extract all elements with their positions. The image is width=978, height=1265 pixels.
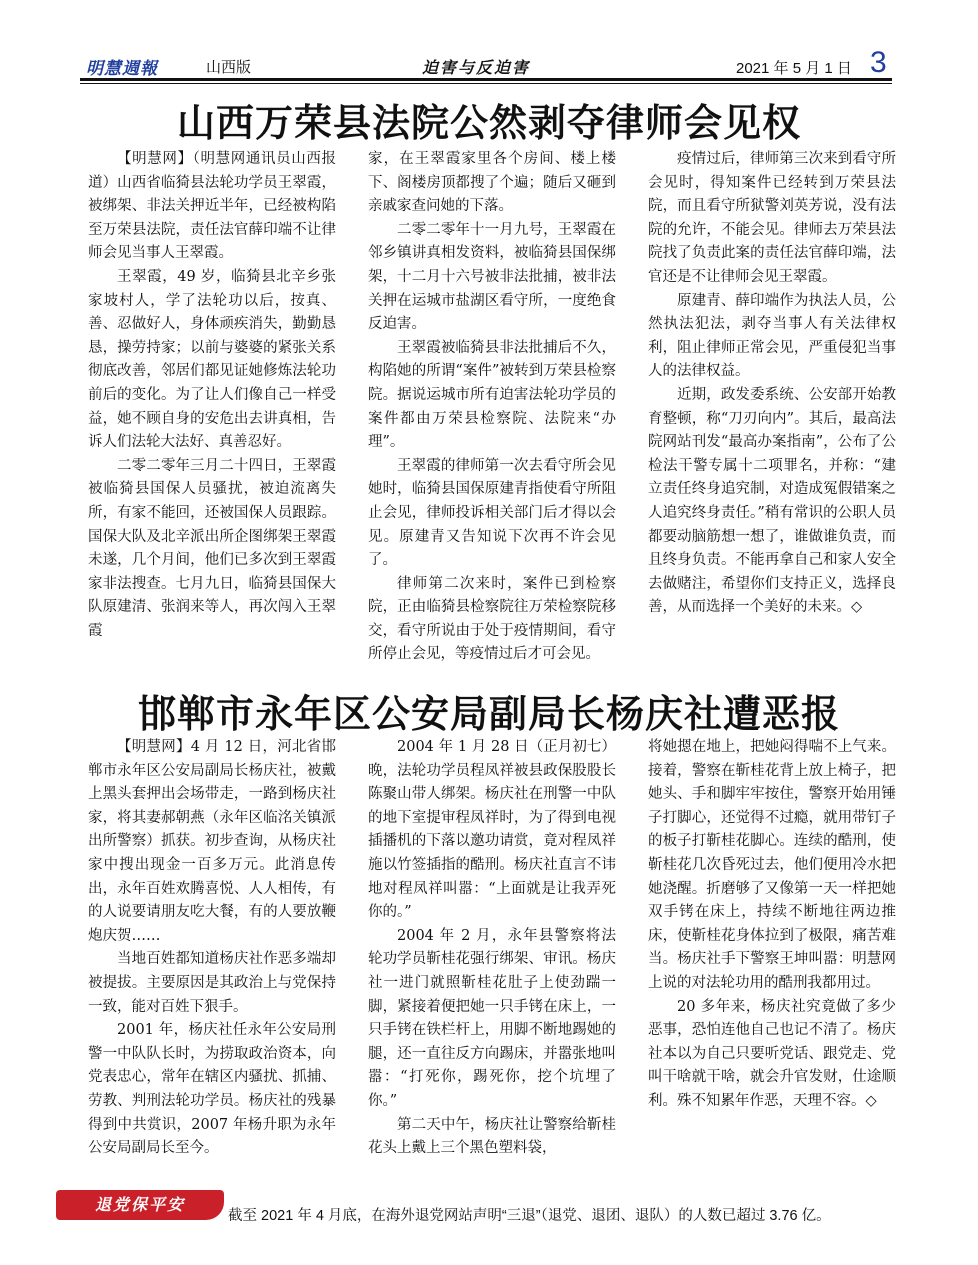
- paragraph: 将她摁在地上，把她闷得喘不上气来。接着，警察在靳桂花背上放上椅子，把她头、手和脚牢牢按住，警察开始用锤子打脚心，还觉得不过瘾，就用带钉子的板子打靳桂花脚心。连续的酷刑，使靳桂花几次昏死过去，他们便用冷水把她浇醒。折磨够了又像第一天一样把她双手铐在床上，持续不断地往两边推床，使靳桂花身体拉到了极限，痛苦难当。杨庆社手下警察王坤叫嚣：明慧网上说的对法轮功用的酷刑我都用过。: [648, 739, 896, 991]
- article2-headline: 邯郸市永年区公安局副局长杨庆社遭恶报: [137, 692, 840, 736]
- article1-body: [88, 148, 896, 667]
- paragraph: 律师第二次来时，案件已到检察院，正由临猗县检察院往万荣检察院移交，看守所说由于处于疫情期间，看守所停止会见，等疫情过后才可会见。: [368, 575, 616, 663]
- paragraph: 【明慧网】4 月 12 日，河北省邯郸市永年区公安局副局长杨庆社，被戴上黑头套押出会场带走，一路到杨庆社家，将其妻郝朝燕（永年区临洺关镇派出所警察）抓获。初步查询，从杨庆社家中搜出现金一百多万元。此消息传出，永年百姓欢腾喜悦、人人相传，有的人说要请朋友吃大餐，有的人要放鞭炮庆贺……: [88, 739, 336, 944]
- masthead: 明慧週報: [86, 59, 158, 79]
- page-header: [80, 46, 892, 80]
- article2-column-3: [648, 736, 896, 1161]
- paragraph: 2004 年 2 月，永年县警察将法轮功学员靳桂花强行绑架、审讯。杨庆社一进门就照靳桂花肚子上使劲踹一脚，紧接着便把她一只手铐在床上，一只手铐在铁栏杆上，用脚不断地踢她的腿，还一直往反方向踢床，并嚣张地叫嚣：“打死你，踢死你，挖个坑埋了你。”: [368, 927, 616, 1109]
- paragraph: 2001 年，杨庆社任永年公安局刑警一中队队长时，为捞取政治资本，向党表忠心，常年在辖区内骚扰、抓捕、劳教、判刑法轮功学员。杨庆社的残暴得到中共赏识，2007 年杨升职为永年公安局副局长至今。: [88, 1022, 336, 1157]
- footer-notice: 截至 2021 年 4 月底，在海外退党网站声明“三退”（退党、退团、退队）的人数已超过 3.76 亿。: [228, 1208, 831, 1224]
- article2-column-1: [88, 736, 336, 1161]
- article2-column-2: [368, 736, 616, 1161]
- paragraph: 2004 年 1 月 28 日（正月初七）晚，法轮功学员程凤祥被县政保股股长陈聚山带人绑架。杨庆社在刑警一中队的地下室提审程凤祥时，为了得到电视插播机的下落以邀功请赏，竟对程凤祥施以竹签插指的酷刑。杨庆社直言不讳地对程凤祥叫嚣：“上面就是让我弄死你的。”: [368, 739, 616, 921]
- paragraph: 王翠霞，49 岁，临猗县北辛乡张家坡村人，学了法轮功以后，按真、善、忍做好人，身体顽疾消失，勤勤恳恳，操劳持家；以前与婆婆的紧张关系彻底改善，邻居们都见证她修炼法轮功前后的变化。为了让人们像自己一样受益，她不顾自身的安危出去讲真相，告诉人们法轮大法好、真善忍好。: [88, 268, 336, 451]
- paragraph: 王翠霞的律师第一次去看守所会见她时，临猗县国保原建青指使看守所阻止会见，律师投诉相关部门后才得以会见。原建青又告知说下次再不许会见了。: [368, 457, 616, 569]
- header-rule: [80, 78, 892, 81]
- section-title: 迫害与反迫害: [422, 58, 531, 77]
- paragraph: 【明慧网】（明慧网通讯员山西报道）山西省临猗县法轮功学员王翠霞，被绑架、非法关押近半年，已经被构陷至万荣县法院，责任法官薛印端不让律师会见当事人王翠霞。: [88, 151, 336, 262]
- edition-label: 山西版: [206, 58, 252, 76]
- paragraph: 当地百姓都知道杨庆社作恶多端却被提拔。主要原因是其政治上与党保持一致，能对百姓下狠手。: [88, 951, 336, 1015]
- paragraph: 第二天中午，杨庆社让警察给靳桂花头上戴上三个黑色塑料袋，: [368, 1116, 616, 1157]
- paragraph: 疫情过后，律师第三次来到看守所会见时，得知案件已经转到万荣县法院，而且看守所狱警刘英芳说，没有法院的允许，不能会见。律师去万荣县法院找了负责此案的责任法官薛印端，法官还是不让律师会见王翠霞。: [648, 151, 896, 285]
- paragraph: 原建青、薛印端作为执法人员，公然执法犯法，剥夺当事人有关法律权利，阻止律师正常会见，严重侵犯当事人的法律权益。: [648, 292, 896, 380]
- paragraph: 近期，政发委系统、公安部开始教育整顿，称“刀刃向内”。其后，最高法院网站刊发“最高办案指南”，公布了公检法干警专属十二项罪名，并称：“建立责任终身追究制，对造成冤假错案之人追究终身责任。”稍有常识的公职人员都要动脑筋想一想了，谁做谁负责，而且终身负责。不能再拿自己和家人安全去做赌注，希望你们支持正义，选择良善，从而选择一个美好的未来。◇: [648, 386, 896, 616]
- paragraph: 20 多年来，杨庆社究竟做了多少恶事，恐怕连他自己也记不清了。杨庆社本以为自己只要听党话、跟党走、党叫干啥就干啥，就会升官发财，仕途顺利。殊不知累年作恶，天理不容。◇: [648, 998, 896, 1109]
- article1-headline: 山西万荣县法院公然剥夺律师会见权: [176, 101, 801, 145]
- header-rule-thin: [80, 83, 892, 84]
- paragraph: 王翠霞被临猗县非法批捕后不久，构陷她的所谓“案件”被转到万荣县检察院。据说运城市所有迫害法轮功学员的案件都由万荣县检察院、法院来“办理”。: [368, 339, 616, 451]
- article1-column-1: [88, 148, 336, 667]
- footer-banner: [56, 1190, 920, 1230]
- paragraph: 二零二零年三月二十四日，王翠霞被临猗县国保人员骚扰，被迫流离失所，有家不能回，还被国保人员跟踪。国保大队及北辛派出所企图绑架王翠霞未遂，几个月间，他们已多次到王翠霞家非法搜查。七月九日，临猗县国保大队原建清、张润来等人，再次闯入王翠霞: [88, 457, 336, 639]
- article1-column-2: [368, 148, 616, 667]
- article1-column-3: [648, 148, 896, 667]
- paragraph: 家，在王翠霞家里各个房间、楼上楼下、阁楼房顶都搜了个遍；随后又砸到亲戚家查问她的下落。: [368, 151, 616, 215]
- issue-date: 2021 年 5 月 1 日: [736, 60, 852, 77]
- quit-party-badge: 退党保平安: [56, 1190, 224, 1220]
- page-number: 3: [870, 46, 887, 79]
- article2-body: [88, 736, 896, 1161]
- paragraph: 二零二零年十一月九号，王翠霞在邻乡镇讲真相发资料，被临猗县国保绑架，十二月十六号被非法批捕，被非法关押在运城市盐湖区看守所，一度绝食反迫害。: [368, 221, 616, 333]
